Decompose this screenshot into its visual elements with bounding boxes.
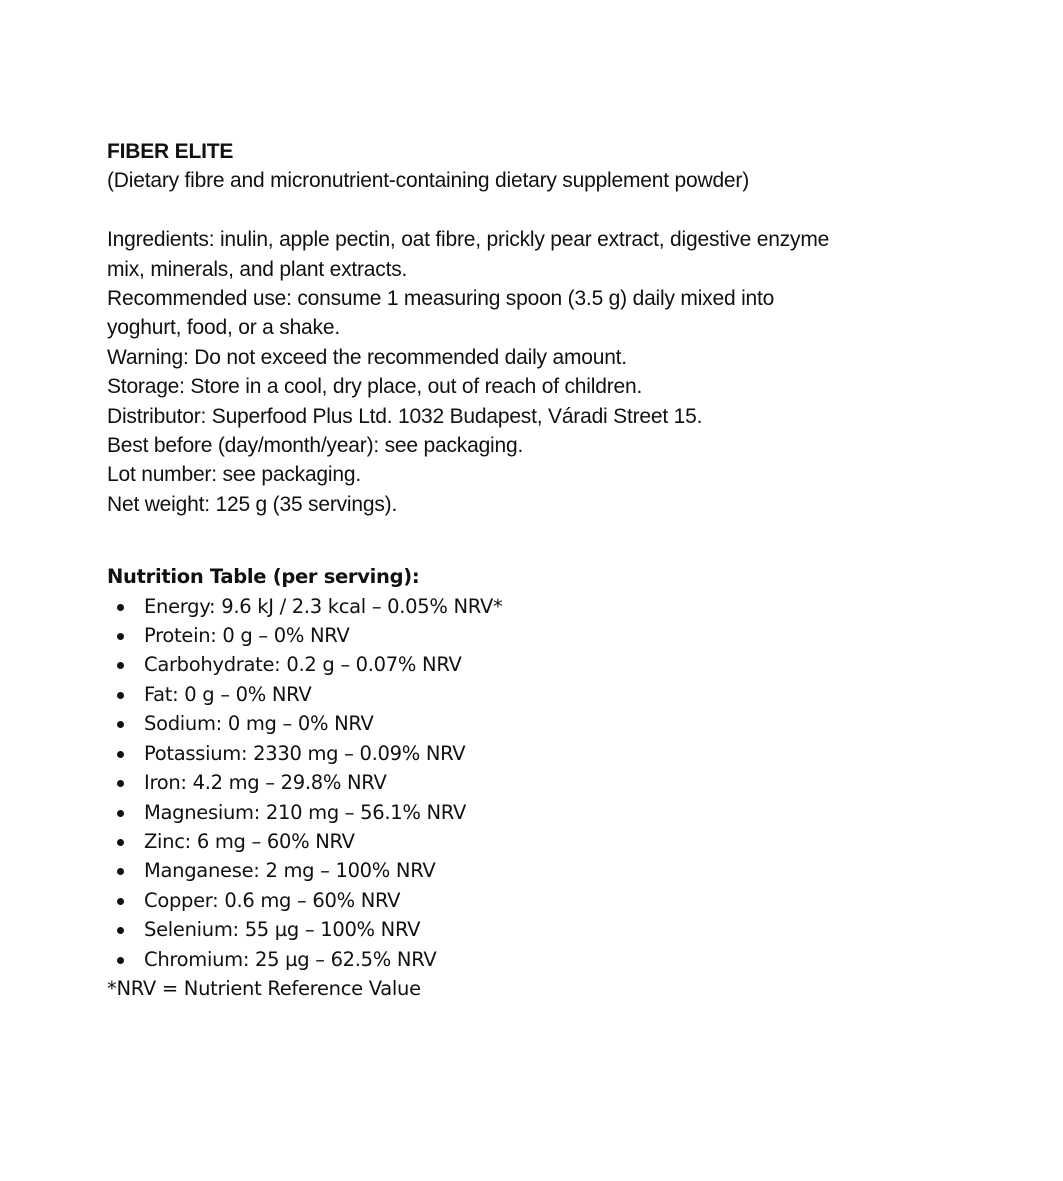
bullet-icon: [117, 780, 124, 787]
bullet-icon: [117, 810, 124, 817]
product-title: FIBER ELITE: [107, 140, 234, 163]
bullet-icon: [117, 839, 124, 846]
nutrition-item-text: Sodium: 0 mg – 0% NRV: [144, 712, 374, 736]
nutrition-item: [107, 798, 1007, 827]
recommended-use-line-2: yoghurt, food, or a shake.: [107, 316, 340, 340]
label-document: [107, 137, 1007, 1003]
nutrition-title: Nutrition Table (per serving):: [107, 565, 420, 589]
bullet-icon: [117, 721, 124, 728]
nutrition-item: [107, 827, 1007, 856]
nutrition-item: [107, 915, 1007, 944]
warning-line: Warning: Do not exceed the recommended daily amount.: [107, 345, 627, 369]
bullet-icon: [117, 633, 124, 640]
bullet-icon: [117, 927, 124, 934]
ingredients-line-2: mix, minerals, and plant extracts.: [107, 257, 408, 281]
nutrition-item: [107, 709, 1007, 738]
bullet-icon: [117, 662, 124, 669]
nutrition-item-text: Potassium: 2330 mg – 0.09% NRV: [144, 741, 466, 765]
nutrition-item-text: Protein: 0 g – 0% NRV: [144, 624, 350, 648]
nutrition-item: [107, 856, 1007, 885]
bullet-icon: [117, 751, 124, 758]
nutrition-item-text: Carbohydrate: 0.2 g – 0.07% NRV: [144, 653, 462, 677]
nutrition-item-text: Manganese: 2 mg – 100% NRV: [144, 859, 436, 883]
nutrition-item-text: Selenium: 55 µg – 100% NRV: [144, 918, 421, 942]
nutrition-item: [107, 621, 1007, 650]
distributor-line: Distributor: Superfood Plus Ltd. 1032 Budapest, Váradi Street 15.: [107, 404, 703, 428]
nrv-footnote: *NRV = Nutrient Reference Value: [107, 976, 421, 1000]
product-subtitle: (Dietary fibre and micronutrient-containing dietary supplement powder): [107, 169, 749, 193]
nutrition-item: [107, 592, 1007, 621]
bullet-icon: [117, 957, 124, 964]
nutrition-item-text: Iron: 4.2 mg – 29.8% NRV: [144, 771, 387, 795]
spacer: [107, 196, 1007, 225]
spacer: [107, 519, 1007, 562]
bullet-icon: [117, 898, 124, 905]
nutrition-item: [107, 739, 1007, 768]
nutrition-table: [107, 562, 1007, 1003]
nutrition-item: [107, 680, 1007, 709]
nutrition-item: [107, 945, 1007, 974]
bullet-icon: [117, 868, 124, 875]
recommended-use-line-1: Recommended use: consume 1 measuring spoon (3.5 g) daily mixed into: [107, 287, 775, 311]
nutrition-item: [107, 650, 1007, 679]
nutrition-item-text: Magnesium: 210 mg – 56.1% NRV: [144, 800, 467, 824]
nutrition-item-text: Fat: 0 g – 0% NRV: [144, 682, 312, 706]
storage-line: Storage: Store in a cool, dry place, out of reach of children.: [107, 375, 643, 399]
net-weight-line: Net weight: 125 g (35 servings).: [107, 492, 398, 516]
bullet-icon: [117, 692, 124, 699]
lot-number-line: Lot number: see packaging.: [107, 463, 361, 487]
ingredients-line-1: Ingredients: inulin, apple pectin, oat fibre, prickly pear extract, digestive enzyme: [107, 228, 830, 252]
nutrition-list: [107, 592, 1007, 974]
nutrition-item-text: Chromium: 25 µg – 62.5% NRV: [144, 947, 437, 971]
nutrition-item: [107, 886, 1007, 915]
nutrition-item-text: Energy: 9.6 kJ / 2.3 kcal – 0.05% NRV*: [144, 594, 503, 618]
best-before-line: Best before (day/month/year): see packaging.: [107, 434, 524, 458]
nutrition-item-text: Copper: 0.6 mg – 60% NRV: [144, 888, 401, 912]
nutrition-item: [107, 768, 1007, 797]
nutrition-item-text: Zinc: 6 mg – 60% NRV: [144, 829, 355, 853]
bullet-icon: [117, 604, 124, 611]
